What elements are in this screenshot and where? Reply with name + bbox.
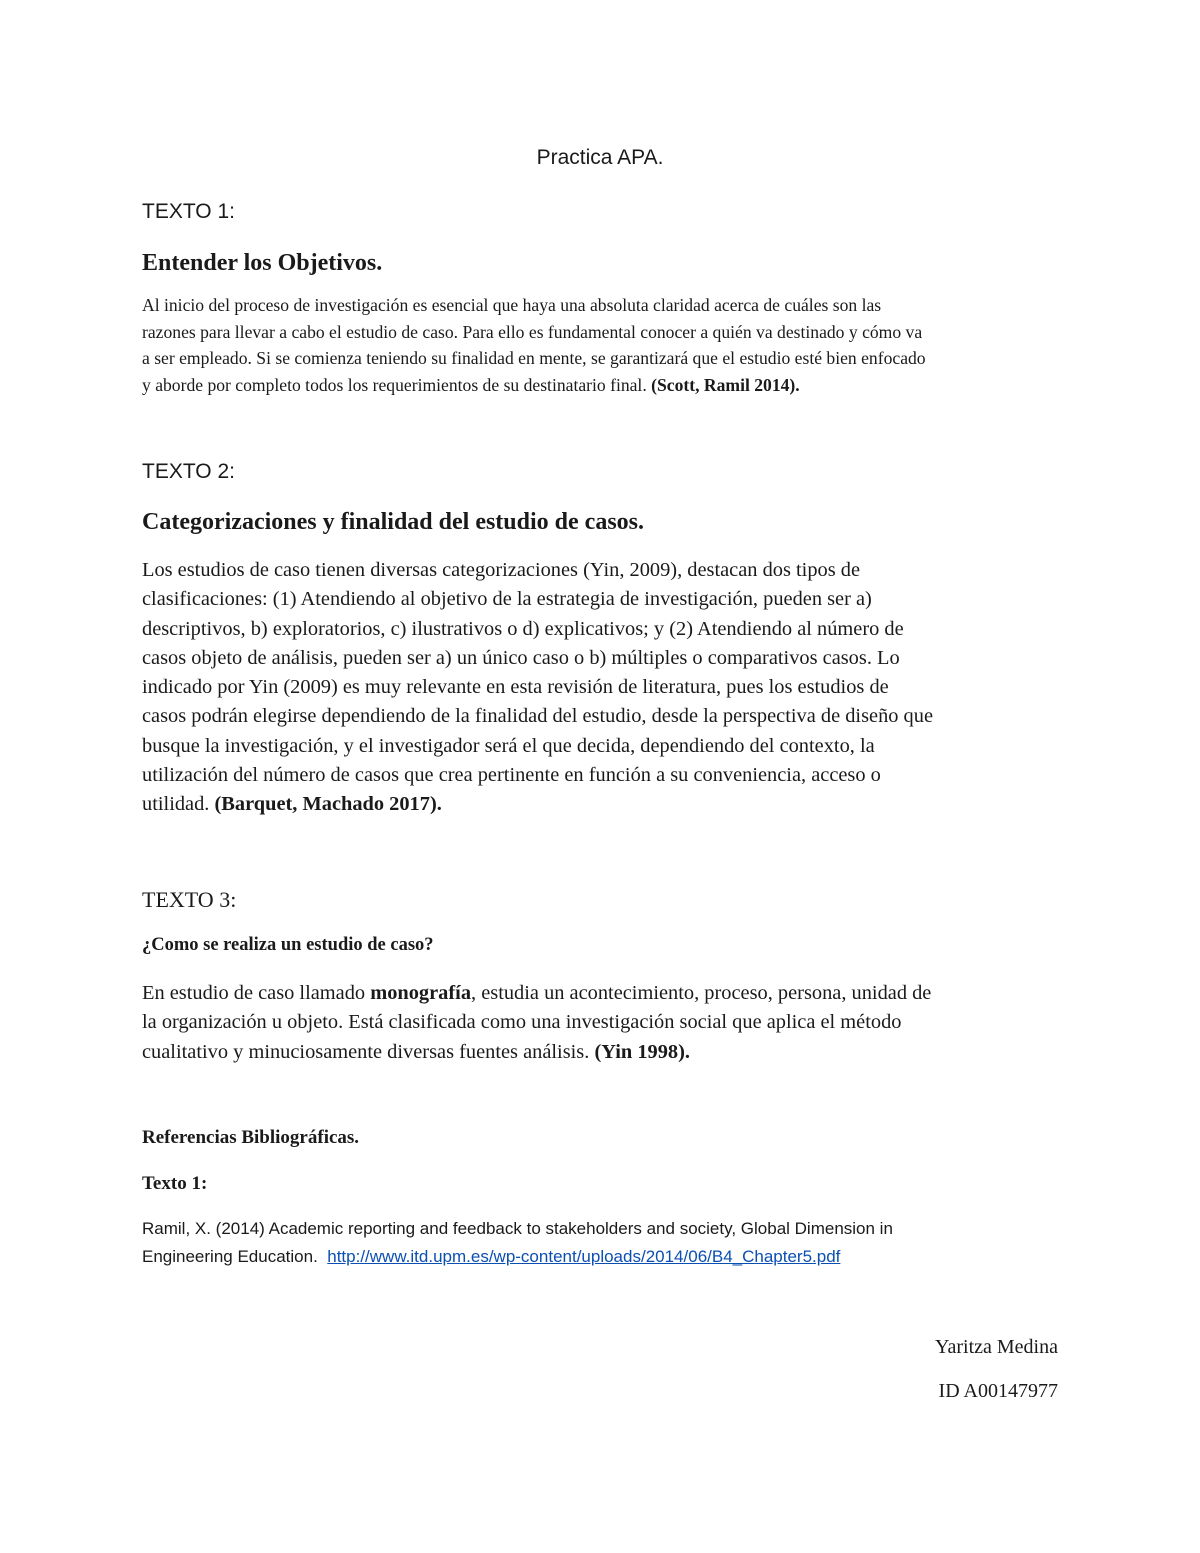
texto2-line-5: indicado por Yin (2009) es muy relevante en esta revisión de literatura, pues los estudios de: [142, 676, 889, 699]
texto1-heading: Entender los Objetivos.: [142, 250, 383, 276]
texto1-line-4: [142, 372, 1062, 399]
texto3-line-3: [142, 1038, 1062, 1067]
reference-line-1: Ramil, X. (2014) Academic reporting and feedback to stakeholders and society, Global Dimension in: [142, 1219, 893, 1238]
texto3-label: TEXTO 3:: [142, 887, 237, 912]
author-name: Yaritza Medina: [935, 1336, 1058, 1358]
texto2-paragraph: [142, 556, 1062, 820]
texto3-line-1-post: , estudia un acontecimiento, proceso, persona, unidad de: [471, 982, 932, 1004]
texto2-line-7: busque la investigación, y el investigador será el que decida, dependiendo del contexto, la: [142, 734, 875, 757]
texto3-heading: ¿Como se realiza un estudio de caso?: [142, 935, 434, 955]
texto1-label: TEXTO 1:: [142, 200, 235, 223]
texto3-citation: (Yin 1998).: [594, 1040, 690, 1063]
texto2-line-9: [142, 790, 1062, 819]
reference-line-2-text: Engineering Education.: [142, 1247, 318, 1266]
texto1-line-4-text: y aborde por completo todos los requerimientos de su destinatario final.: [142, 374, 647, 395]
texto2-line-9-text: utilidad.: [142, 793, 210, 816]
texto2-line-4: casos objeto de análisis, pueden ser a) un único caso o b) múltiples o comparativos casos. Lo: [142, 646, 900, 669]
texto1-citation: (Scott, Ramil 2014).: [651, 374, 800, 395]
texto3-paragraph: [142, 979, 1062, 1067]
texto3-line-3-text: cualitativo y minuciosamente diversas fuentes análisis.: [142, 1040, 590, 1063]
texto2-line-8: utilización del número de casos que crea pertinente en función a su conveniencia, acceso o: [142, 764, 881, 787]
references-heading: Referencias Bibliográficas.: [142, 1127, 360, 1148]
references-subheading: Texto 1:: [142, 1173, 208, 1194]
texto2-line-1: Los estudios de caso tienen diversas categorizaciones (Yin, 2009), destacan dos tipos de: [142, 559, 861, 581]
texto1-line-1: Al inicio del proceso de investigación es esencial que haya una absoluta claridad acerca de cuáles son las: [142, 295, 882, 315]
texto2-citation: (Barquet, Machado 2017).: [214, 793, 442, 816]
texto3-line-2: la organización u objeto. Está clasificada como una investigación social que aplica el método: [142, 1011, 902, 1034]
texto1-line-3: a ser empleado. Si se comienza teniendo su finalidad en mente, se garantizará que el estudio esté bien enfocado: [142, 348, 926, 368]
reference-url-link[interactable]: http://www.itd.upm.es/wp-content/uploads/2014/06/B4_Chapter5.pdf: [327, 1247, 841, 1266]
monografia-term: monografía: [370, 982, 472, 1004]
texto3-line-1-pre: En estudio de caso llamado: [142, 982, 371, 1004]
texto2-label: TEXTO 2:: [142, 460, 235, 483]
texto2-line-2: clasificaciones: (1) Atendiendo al objetivo de la estrategia de investigación, pueden ser a): [142, 588, 872, 611]
texto2-heading: Categorizaciones y finalidad del estudio de casos.: [142, 509, 644, 535]
author-id: ID A00147977: [938, 1380, 1058, 1402]
document-title: Practica APA.: [536, 146, 664, 169]
texto1-line-2: razones para llevar a cabo el estudio de caso. Para ello es fundamental conocer a quién va destinado y cómo va: [142, 321, 923, 342]
reference-line-2: [142, 1247, 840, 1267]
texto2-line-3: descriptivos, b) exploratorios, c) ilustrativos o d) explicativos; y (2) Atendiendo al número de: [142, 617, 904, 640]
texto3-line-1: [142, 979, 1062, 1008]
texto2-line-6: casos podrán elegirse dependiendo de la finalidad del estudio, desde la perspectiva de diseño que: [142, 705, 933, 728]
texto1-paragraph: [142, 292, 1062, 398]
